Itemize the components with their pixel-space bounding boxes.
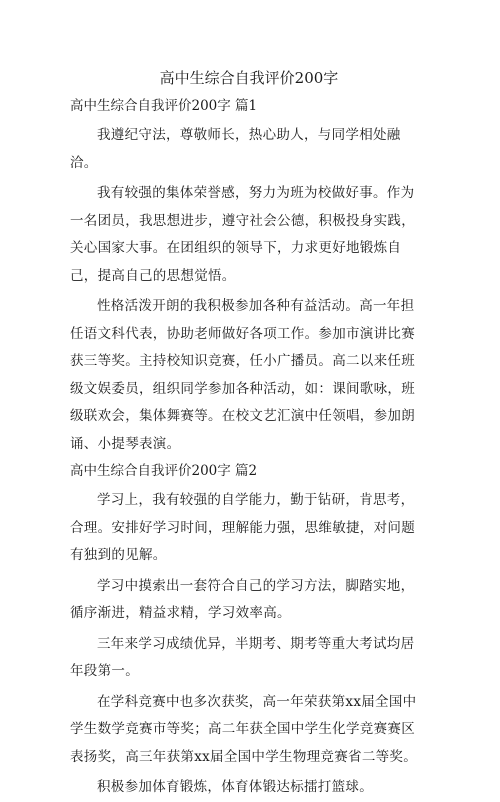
paragraph: 我有较强的集体荣誉感，努力为班为校做好事。作为一名团员，我思想进步，遵守社会公德，积极投身实践，关心国家大事。在团组织的领导下，力求更好地锻炼自己，提高自己的思想觉悟。 [70,185,415,284]
paragraph: 性格活泼开朗的我积极参加各种有益活动。高一年担任语文科代表，协助老师做好各项工作。参加市演讲比赛获三等奖。主持校知识竞赛，任小广播员。高二以来任班级文娱委员，组织同学参加各种活动，如：课间歌咏，班级联欢会，集体舞赛等。在校文艺汇演中任领唱，参加朗诵、小提琴表演。 [70,298,415,452]
section-heading: 高中生综合自我评价200字 篇2 [70,463,258,479]
section-1 [70,96,428,458]
paragraph: 学习上，我有较强的自学能力，勤于钻研，肯思考，合理。安排好学习时间，理解能力强，思维敏捷，对问题有独到的见解。 [70,492,415,563]
section-2 [70,461,428,802]
section-heading: 高中生综合自我评价200字 篇1 [70,98,258,114]
paragraph: 三年来学习成绩优异，半期考、期考等重大考试均居年段第一。 [70,635,415,679]
paragraph: 学习中摸索出一套符合自己的学习方法，脚踏实地，循序渐进，精益求精，学习效率高。 [70,577,415,621]
paragraph: 我遵纪守法，尊敬师长，热心助人，与同学相处融洽。 [70,127,401,171]
document-title: 高中生综合自我评价200字 [159,69,339,87]
paragraph: 积极参加体育锻炼，体育体锻达标擂打篮球。 [97,779,373,795]
paragraph: 在学科竞赛中也多次获奖，高一年荣获第xx届全国中学生数学竞赛市等奖；高二年获全国中学生化学竞赛赛区表扬奖，高三年获第xx届全国中学生物理竞赛省二等奖。 [70,693,418,765]
